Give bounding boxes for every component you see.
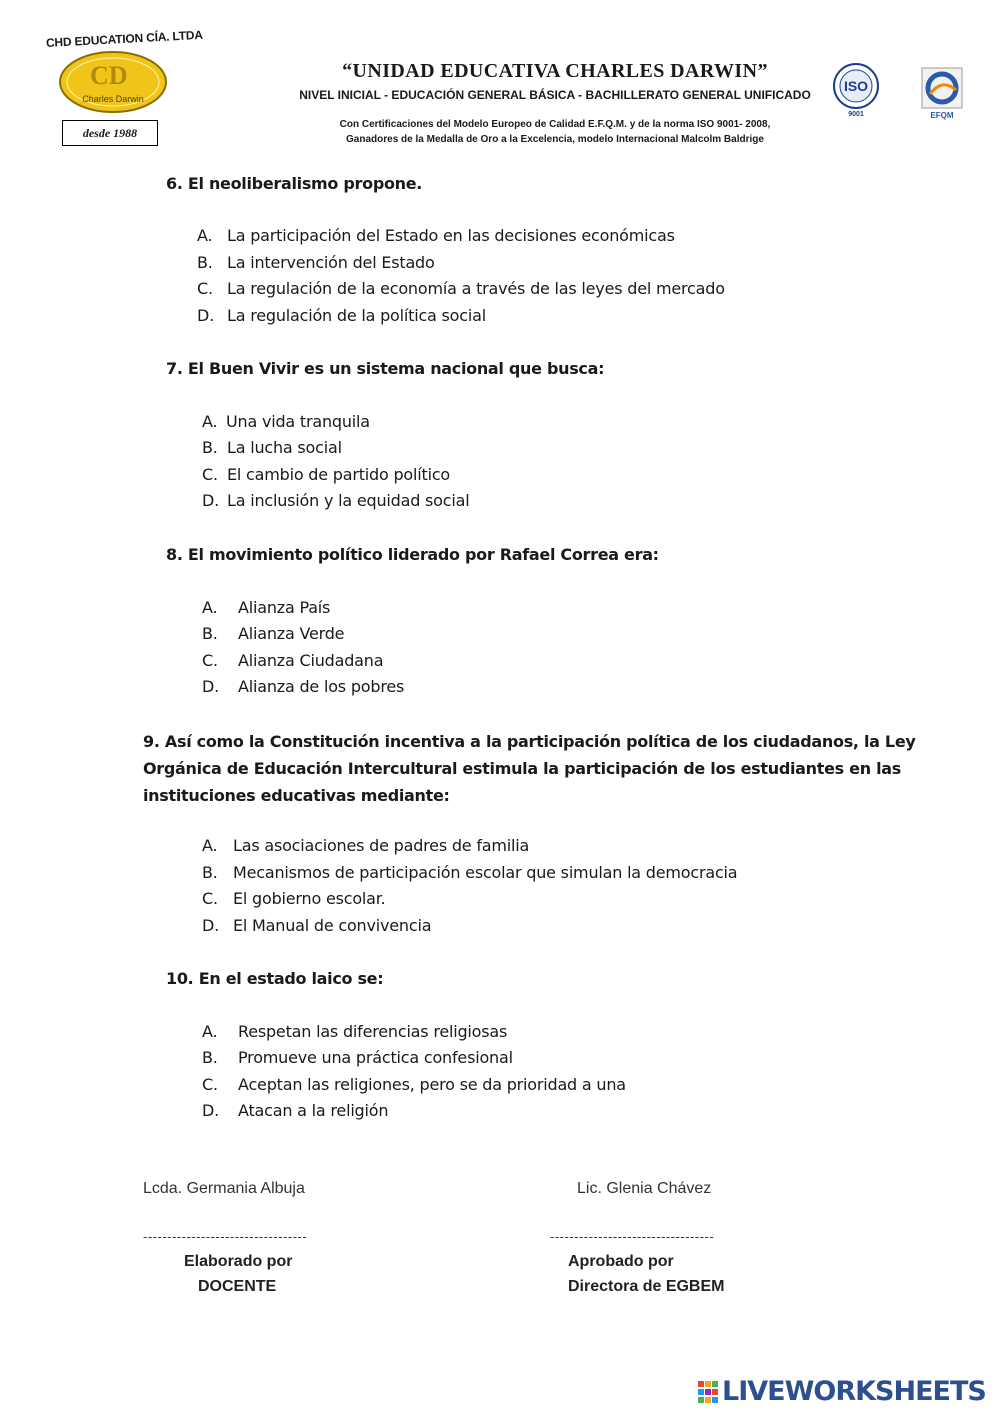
- question-8-option-d[interactable]: D. Alianza de los pobres: [202, 677, 405, 696]
- education-levels: NIVEL INICIAL - EDUCACIÓN GENERAL BÁSICA - BACHILLERATO GENERAL UNIFICADO: [299, 88, 811, 102]
- question-7-option-a[interactable]: A. Una vida tranquila: [202, 412, 370, 431]
- question-9-option-c[interactable]: C. El gobierno escolar.: [202, 889, 386, 908]
- question-6-option-d[interactable]: D. La regulación de la política social: [197, 306, 486, 325]
- signature-right-position: Directora de EGBEM: [568, 1278, 725, 1295]
- question-10-option-b[interactable]: B. Promueve una práctica confesional: [202, 1048, 513, 1067]
- liveworksheets-watermark: LIVEWORKSHEETS: [722, 1376, 986, 1407]
- question-9-option-a[interactable]: A. Las asociaciones de padres de familia: [202, 836, 530, 855]
- question-6-title: 6. El neoliberalismo propone.: [166, 174, 423, 193]
- school-logo: [58, 50, 168, 114]
- school-title: “UNIDAD EDUCATIVA CHARLES DARWIN”: [342, 60, 768, 82]
- question-6-option-b[interactable]: B. La intervención del Estado: [197, 253, 435, 272]
- question-7-option-b[interactable]: B. La lucha social: [202, 438, 342, 457]
- question-10-option-d[interactable]: D. Atacan a la religión: [202, 1101, 389, 1120]
- iso-seal-icon: [832, 62, 880, 118]
- signature-left-line: ----------------------------------: [143, 1229, 308, 1244]
- since-label: desde 1988: [62, 120, 158, 146]
- question-8-option-b[interactable]: B. Alianza Verde: [202, 624, 345, 643]
- iso-text: ISO: [843, 78, 869, 94]
- question-8-title: 8. El movimiento político liderado por Rafael Correa era:: [166, 545, 659, 564]
- company-name: CHD EDUCATION CÍA. LTDA: [45, 27, 204, 50]
- question-7-title: 7. El Buen Vivir es un sistema nacional que busca:: [166, 359, 605, 378]
- logo-text: Charles Darwin: [82, 94, 144, 104]
- question-7-option-d[interactable]: D. La inclusión y la equidad social: [202, 491, 470, 510]
- efqm-logo-icon: [920, 66, 964, 120]
- certifications-line-2: Ganadores de la Medalla de Oro a la Excelencia, modelo Internacional Malcolm Baldrige: [346, 134, 764, 145]
- question-10-option-a[interactable]: A. Respetan las diferencias religiosas: [202, 1022, 508, 1041]
- question-10-title: 10. En el estado laico se:: [166, 969, 384, 988]
- iso-number: 9001: [848, 111, 864, 118]
- question-8-option-c[interactable]: C. Alianza Ciudadana: [202, 651, 384, 670]
- signature-left-name: Lcda. Germania Albuja: [143, 1180, 305, 1197]
- signature-right-role: Aprobado por: [568, 1253, 674, 1270]
- question-6-option-c[interactable]: C. La regulación de la economía a través de las leyes del mercado: [197, 279, 725, 298]
- question-7-option-c[interactable]: C. El cambio de partido político: [202, 465, 451, 484]
- logo-monogram: CD: [90, 61, 128, 90]
- signature-left-position: DOCENTE: [198, 1278, 277, 1295]
- question-10-option-c[interactable]: C. Aceptan las religiones, pero se da prioridad a una: [202, 1075, 626, 1094]
- certifications-line-1: Con Certificaciones del Modelo Europeo de Calidad E.F.Q.M. y de la norma ISO 9001- 2008,: [339, 119, 771, 130]
- question-9-option-b[interactable]: B. Mecanismos de participación escolar que simulan la democracia: [202, 863, 738, 882]
- signature-right-name: Lic. Glenia Chávez: [577, 1180, 712, 1197]
- liveworksheets-icon: [698, 1381, 720, 1405]
- signature-left-role: Elaborado por: [184, 1253, 293, 1270]
- question-8-option-a[interactable]: A. Alianza País: [202, 598, 331, 617]
- efqm-text: EFQM: [930, 111, 954, 120]
- question-6-option-a[interactable]: A. La participación del Estado en las decisiones económicas: [197, 226, 675, 245]
- question-9-option-d[interactable]: D. El Manual de convivencia: [202, 916, 432, 935]
- signature-right-line: ----------------------------------: [550, 1229, 715, 1244]
- question-9-title: 9. Así como la Constitución incentiva a la participación política de los ciudadanos, la Ley Orgánica de Educación Intercultural estimula la participación de los estudiantes en las instituciones educativas mediante:: [143, 732, 916, 805]
